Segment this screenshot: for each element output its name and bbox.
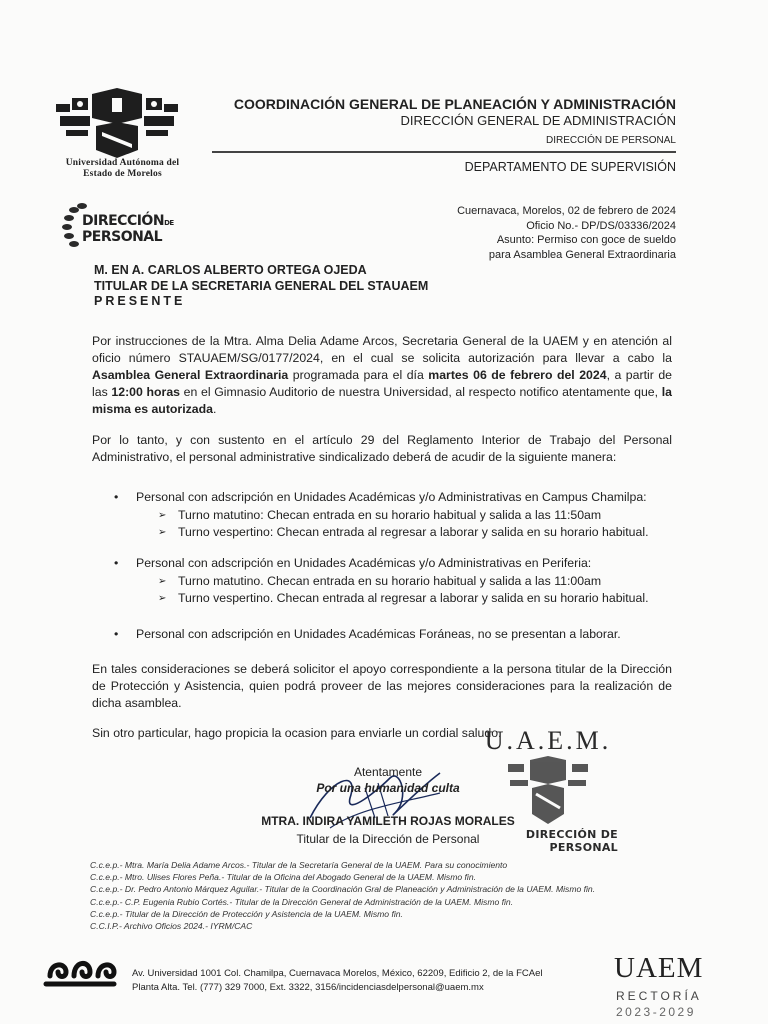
ccp-list xyxy=(90,859,595,932)
oficio-number: Oficio No.- DP/DS/03336/2024 xyxy=(526,219,676,232)
footer-brand: UAEM xyxy=(614,952,704,984)
p1-text-c: programada para el día xyxy=(288,368,429,382)
ccp-line: C.c.e.p.- C.P. Eugenia Rubio Cortés.- Titular de la Dirección General de Administración de la UAEM. Mismo fin. xyxy=(90,896,514,907)
asunto-line2: para Asamblea General Extraordinaria xyxy=(488,248,676,261)
direccion-personal-logo xyxy=(62,200,172,252)
list-item-periferia xyxy=(114,555,684,608)
place-date: Cuernavaca, Morelos, 02 de febrero de 2024 xyxy=(457,205,676,217)
p1-text-a: Por instrucciones de la Mtra. Alma Delia Adame Arcos, Secretaria General de la UAEM y en atención al oficio número STAUAEM/SG/0177/2024, en el cual se solicita autorización para llevar a cabo la xyxy=(92,334,672,365)
p1-text-g: en el Gimnasio Auditorio de nuestra Universidad, al respecto notifico atentamente que, xyxy=(180,385,662,399)
department-name: DEPARTAMENTO DE SUPERVISIÓN xyxy=(464,160,676,174)
logo-word-direccion: DIRECCIÓN xyxy=(82,213,165,229)
addressee-title: TITULAR DE LA SECRETARIA GENERAL DEL STAUAEM xyxy=(94,278,429,293)
paragraph-2: Por lo tanto, y con sustento en el artículo 29 del Reglamento Interior de Trabajo del Personal Administrativo, el personal administrative sindicalizado deberá de acudir de la siguiente manera: xyxy=(92,433,672,464)
sub-item: Turno vespertino. Checan entrada al regresar a laborar y salida en su horario habitual. xyxy=(178,591,649,605)
header-line3: DIRECCIÓN DE PERSONAL xyxy=(545,135,676,146)
ccp-line: C.c.e.p.- Mtra. María Delia Adame Arcos.- Titular de la Secretaría General de la UAEM. Para su conocimiento xyxy=(90,860,508,870)
sub-item: Turno vespertino: Checan entrada al regresar a laborar y salida en su horario habitual. xyxy=(178,525,649,539)
closing-atentamente: Atentamente xyxy=(353,765,423,779)
sub-item: Turno matutino. Checan entrada en su horario habitual y salida a las 11:00am xyxy=(178,573,602,588)
university-name-line1: Universidad Autónoma del xyxy=(65,158,180,168)
ccp-line: C.c.e.p.- Titular de la Dirección de Protección y Asistencia de la UAEM. Mismo fin. xyxy=(90,908,403,919)
addressee-name: M. EN A. CARLOS ALBERTO ORTEGA OJEDA xyxy=(94,263,367,277)
header-line1: COORDINACIÓN GENERAL DE PLANEACIÓN Y ADMINISTRACIÓN xyxy=(233,96,676,112)
ccp-line: C.C.I.P.- Archivo Oficios 2024.- IYRM/CAC xyxy=(90,921,253,932)
stamp-title: U.A.E.M. xyxy=(484,726,612,755)
ccp-line: C.c.e.p.- Mtro. Ulises Flores Peña.- Titular de la Oficina del Abogado General de la UAEM. Mismo fin. xyxy=(90,872,477,883)
addressee xyxy=(94,263,428,310)
list-item-foraneas xyxy=(114,626,684,644)
list-item-campus-chamilpa xyxy=(114,489,684,542)
list-item-label: Personal con adscripción en Unidades Académicas Foráneas, no se presentan a laborar. xyxy=(136,627,621,641)
arrow-icon: ➢ xyxy=(158,575,167,587)
university-name xyxy=(40,158,205,180)
arrow-icon: ➢ xyxy=(158,509,167,521)
p1-text-e: , a partir de las xyxy=(92,368,672,399)
bullet-icon: • xyxy=(114,556,119,570)
paragraph-1 xyxy=(92,333,672,418)
list-item-label: Personal con adscripción en Unidades Académicas y/o Administrativas en Campus Chamilpa: xyxy=(136,490,647,504)
footer-line2: Planta Alta. Tel. (777) 329 7000, Ext. 3322, 3156/incidenciasdelpersonal@uaem.mx xyxy=(132,982,484,993)
arrow-icon: ➢ xyxy=(158,527,167,538)
header-line2: DIRECCIÓN GENERAL DE ADMINISTRACIÓN xyxy=(400,113,676,128)
bullet-icon: • xyxy=(114,490,119,504)
ccp-line: C.c.e.p.- Dr. Pedro Antonio Márquez Aguilar.- Titular de la Coordinación Gral de Planeación y Administración de la UAEM. Mismo fin. xyxy=(90,884,596,895)
p1-bold-date: martes 06 de febrero del 2024 xyxy=(428,368,607,382)
closing-lema: Por una humanidad culta xyxy=(316,781,460,795)
p1-bold-time: 12:00 horas xyxy=(111,385,180,399)
letter-meta xyxy=(457,204,676,262)
bullet-icon: • xyxy=(114,627,119,641)
arrow-icon: ➢ xyxy=(158,593,167,604)
p1-bold-asamblea: Asamblea General Extraordinaria xyxy=(92,368,289,382)
footer-years: 2023-2029 xyxy=(616,1005,696,1019)
list-item-label: Personal con adscripción en Unidades Académicas y/o Administrativas en Periferia: xyxy=(136,556,592,570)
p1-text-i: . xyxy=(212,402,217,416)
p1-bold-authorized: la misma es autorizada xyxy=(92,385,672,416)
uaem-logo-icon xyxy=(52,88,182,158)
footer-line1: Av. Universidad 1001 Col. Chamilpa, Cuernavaca Morelos, México, 62209, Edificio 2, de la FCAel xyxy=(132,968,543,979)
paragraph-4: Sin otro particular, hago propicia la ocasion para enviarle un cordial saludo. xyxy=(92,726,502,740)
asunto-line1: Asunto: Permiso con goce de sueldo xyxy=(496,234,676,247)
logo-word-personal: PERSONAL xyxy=(82,229,163,245)
university-name-line2: Estado de Morelos xyxy=(83,169,162,179)
logo-word-de: DE xyxy=(164,219,174,227)
footer-address xyxy=(132,967,542,995)
stamp-subtitle: DIRECCIÓN DE PERSONAL xyxy=(525,828,618,854)
footer-glyph-icon xyxy=(40,950,120,990)
signer-name: MTRA. INDIRA YAMILETH ROJAS MORALES xyxy=(261,814,515,828)
addressee-presente: PRESENTE xyxy=(94,294,186,308)
header-divider xyxy=(212,151,676,153)
signer-title: Titular de la Dirección de Personal xyxy=(296,832,480,846)
paragraph-3: En tales consideraciones se deberá solicitor el apoyo correspondiente a la persona titular de la Dirección de Protección y Asistencia, quien podrá proveer de las mejores consideraciones para la realización de dicha asamblea. xyxy=(92,662,672,710)
sub-item: Turno matutino: Checan entrada en su horario habitual y salida a las 11:50am xyxy=(178,507,602,522)
footer-rectoria: RECTORÍA xyxy=(616,989,702,1003)
